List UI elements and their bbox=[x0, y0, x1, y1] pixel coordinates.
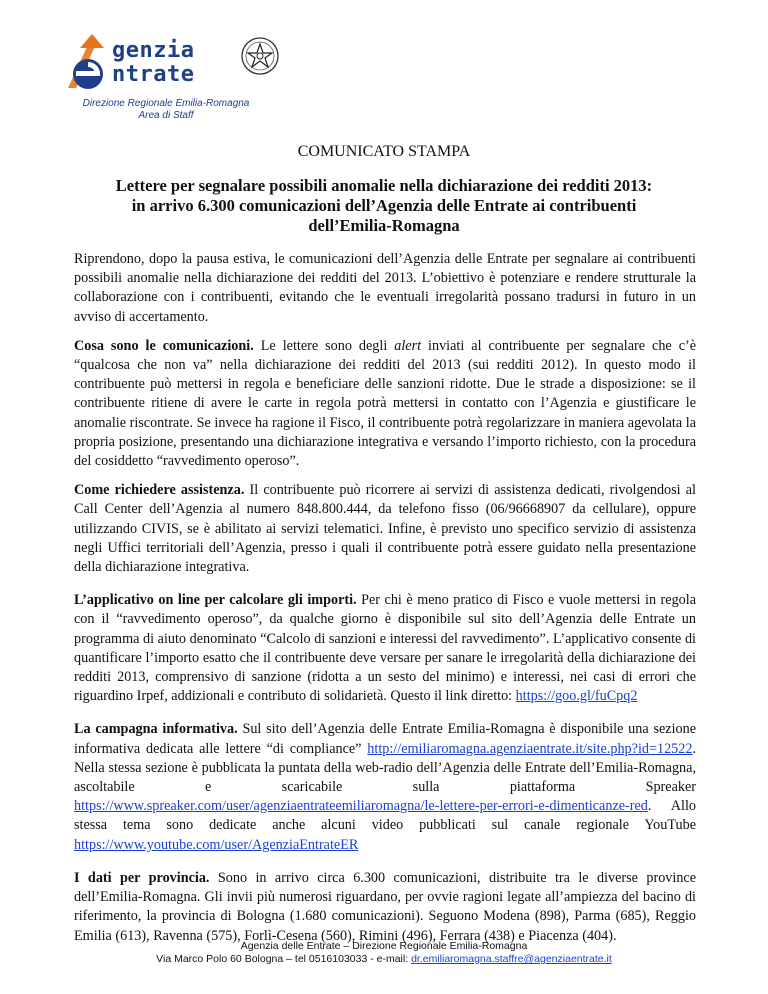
title-line-1: Lettere per segnalare possibili anomalie nella dichiarazione dei redditi 2013: bbox=[115, 176, 653, 195]
logo-text-entrate: ntrate bbox=[112, 62, 195, 87]
logo-text-agenzia: genzia bbox=[112, 38, 195, 63]
section-assistenza bbox=[74, 481, 696, 577]
italian-republic-emblem-icon bbox=[240, 36, 280, 76]
section-heading: La campagna informativa. bbox=[74, 721, 238, 738]
emiliaromagna-site-link[interactable]: http://emiliaromagna.agenziaentrate.it/site.php?id=12522 bbox=[367, 740, 693, 757]
office-line-regional: Direzione Regionale Emilia-Romagna bbox=[82, 98, 250, 109]
section-comunicazioni bbox=[74, 337, 696, 471]
agenzia-entrate-logo bbox=[62, 30, 262, 100]
footer-agency-line: Agenzia delle Entrate – Direzione Regionale Emilia-Romagna bbox=[240, 940, 528, 952]
section-heading: L’applicativo on line per calcolare gli importi. bbox=[74, 592, 357, 609]
spreaker-link[interactable]: https://www.spreaker.com/user/agenziaentrateemiliaromagna/le-lettere-per-errori-e-dimenticanze-red bbox=[74, 798, 648, 815]
document-body bbox=[74, 250, 696, 956]
section-heading: Come richiedere assistenza. bbox=[74, 482, 245, 499]
section-text: Il contribuente può ricorrere ai servizi di assistenza dedicati, rivolgendosi al Call Center dell’Agenzia al numero 848.800.444, da telefono fisso (06/96668907 da cellulare), oppure utilizzando CIVIS, se è abilitato ai servizi telematici. Infine, è previsto uno specifico servizio di assistenza negli Uffici territoriali dell’Agenzia, presso i quali il contribuente potrà essere guidato nella presentazione della dichiarazione integrativa. bbox=[74, 482, 696, 576]
goo-gl-link[interactable]: https://goo.gl/fuCpq2 bbox=[515, 688, 638, 705]
footer-address: Via Marco Polo 60 Bologna – tel 0516103033 - e-mail: bbox=[156, 953, 412, 965]
section-text: inviati al contribuente per segnalare che c’è “qualcosa che non va” nella dichiarazione dei redditi del 2013 (sui redditi 2012). In questo modo il contribuente può mettersi in regola e beneficiare delle sanzioni ridotte. Due le strade a disposizione: se il contribuente ritiene di avere le carte in regola potrà mettersi in contatto con l’Agenzia e giustificare le anomalie riscontrate. Se invece ha ragione il Fisco, il contribuente potrà regolarizzare in maniera agevolata la propria posizione, presentando una dichiarazione integrativa e versando l’importo richiesto, con la procedura del cosiddetto “ravvedimento operoso”. bbox=[74, 337, 697, 470]
section-text: Sul sito dell’Agenzia delle Entrate Emilia-Romagna è disponibile una sezione informativa dedicata alle lettere “di compliance” bbox=[74, 721, 696, 757]
office-line-staff: Area di Staff bbox=[138, 110, 194, 121]
section-campagna bbox=[74, 720, 696, 854]
youtube-link[interactable]: https://www.youtube.com/user/AgenziaEntrateER bbox=[74, 836, 359, 853]
page-footer bbox=[0, 940, 768, 966]
document-title bbox=[90, 176, 678, 236]
section-text: . Allo stessa tema sono dedicate anche alcuni video pubblicati sul canale regionale YouTube bbox=[74, 798, 696, 834]
section-emphasis: alert bbox=[394, 337, 422, 354]
section-applicativo bbox=[74, 591, 696, 706]
press-release-label: COMUNICATO STAMPA bbox=[297, 143, 471, 160]
section-text: Sono in arrivo circa 6.300 comunicazioni, distribuite tra le diverse province dell’Emilia-Romagna. Gli invii più numerosi riguardano, per ovvie ragioni legate all’ampiezza del bacino di riferimento, la provincia di Bologna (1.680 comunicazioni). Seguono Modena (898), Parma (685), Reggio Emilia (613), Ravenna (575), Forlì-Cesena (560), Rimini (496), Ferrara (438) e Piacenza (404). bbox=[74, 869, 697, 944]
intro-paragraph: Riprendono, dopo la pausa estiva, le comunicazioni dell’Agenzia delle Entrate per segnalare ai contribuenti possibili anomalie nella dichiarazione dei redditi del 2013. L’obiettivo è potenziare e rendere strutturale la collaborazione con i contribuenti, evitando che le eventuali irregolarità possano tradursi in futuro in un avviso di accertamento. bbox=[74, 251, 696, 325]
section-text: Le lettere sono degli bbox=[253, 337, 395, 354]
section-text: . Nella stessa sezione è pubblicata la puntata della web-radio dell’Agenzia delle Entrate dell’Emilia-Romagna, ascoltabile e scaricabile sulla piattaforma Spreaker bbox=[74, 740, 696, 796]
title-line-2: in arrivo 6.300 comunicazioni dell’Agenzia delle Entrate ai contribuenti bbox=[131, 196, 637, 215]
section-heading: I dati per provincia. bbox=[74, 869, 210, 886]
footer-email-link[interactable]: dr.emiliaromagna.staffre@agenziaentrate.it bbox=[411, 953, 612, 965]
section-province bbox=[74, 869, 696, 946]
title-line-3: dell’Emilia-Romagna bbox=[308, 216, 460, 235]
section-heading: Cosa sono le comunicazioni. bbox=[74, 337, 254, 354]
footer-contact-line bbox=[0, 953, 768, 966]
section-text: Per chi è meno pratico di Fisco e vuole mettersi in regola con il “ravvedimento operoso”, da qualche giorno è disponibile sul sito dell’Agenzia delle Entrate un programma di aiuto denominato “Calcolo di sanzioni e interessi del ravvedimento”. L’applicativo consente di quantificare l’importo esatto che il contribuente deve versare per sanare le irregolarità della dichiarazione dei redditi 2013, comprensivo di sanzione (ridotta a un sesto del minimo) e interessi, nei casi di errori che riguardino Irpef, addizionali e contributo di solidarietà. Questo il link diretto: bbox=[74, 592, 697, 705]
office-subtitle bbox=[62, 98, 270, 122]
